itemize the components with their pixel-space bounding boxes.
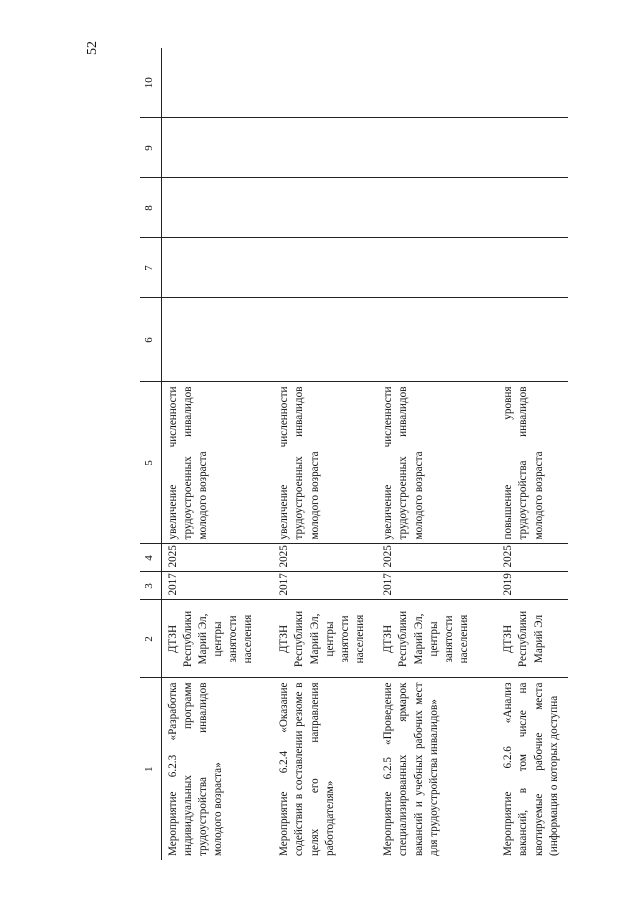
column-header: 10	[140, 48, 161, 118]
empty-cell	[161, 48, 273, 118]
empty-cell	[377, 178, 497, 238]
end-year-cell: 2025	[497, 544, 567, 572]
start-year-cell: 2017	[273, 572, 377, 600]
empty-cell	[377, 238, 497, 298]
header-row	[140, 48, 161, 860]
empty-cell	[273, 118, 377, 178]
empty-cell	[161, 238, 273, 298]
end-year-cell: 2025	[161, 544, 273, 572]
empty-cell	[497, 178, 567, 238]
table-row	[161, 48, 273, 860]
start-year-cell: 2017	[161, 572, 273, 600]
column-header: 1	[140, 678, 161, 860]
result-cell: увеличение численности трудоустроенных инвалидов молодого возраста	[273, 382, 377, 544]
empty-cell	[377, 298, 497, 382]
empty-cell	[273, 48, 377, 118]
table-row	[273, 48, 377, 860]
empty-cell	[161, 178, 273, 238]
column-header: 4	[140, 544, 161, 572]
rotated-table-container	[140, 48, 630, 860]
activity-cell: Мероприятие 6.2.4 «Оказание содействия в составлении резюме в целях его направления работодателям»	[278, 682, 336, 856]
empty-cell	[377, 118, 497, 178]
empty-cell	[273, 238, 377, 298]
result-cell: повышение уровня трудоустройства инвалидов молодого возраста	[497, 382, 567, 544]
column-header: 5	[140, 382, 161, 544]
empty-cell	[497, 118, 567, 178]
start-year-cell: 2019	[497, 572, 567, 600]
executor-cell: ДТЗН Республики Марий Эл, центры занятости населения	[161, 600, 273, 678]
empty-cell	[497, 238, 567, 298]
executor-cell: ДТЗН Республики Марий Эл, центры занятости населения	[273, 600, 377, 678]
result-cell: увеличение численности трудоустроенных инвалидов молодого возраста	[377, 382, 497, 544]
column-header: 3	[140, 572, 161, 600]
empty-cell	[161, 298, 273, 382]
end-year-cell: 2025	[273, 544, 377, 572]
column-header: 6	[140, 298, 161, 382]
column-header: 9	[140, 118, 161, 178]
activities-table	[140, 48, 568, 860]
executor-cell: ДТЗН Республики Марий Эл	[497, 600, 567, 678]
empty-cell	[377, 48, 497, 118]
activity-cell: Мероприятие 6.2.3 «Разработка индивидуальных программ трудоустройства инвалидов молодого возраста»	[166, 682, 225, 856]
table-row	[377, 48, 497, 860]
column-header: 7	[140, 238, 161, 298]
column-header: 2	[140, 600, 161, 678]
column-header: 8	[140, 178, 161, 238]
empty-cell	[497, 48, 567, 118]
empty-cell	[161, 118, 273, 178]
empty-cell	[273, 178, 377, 238]
page-number: 52	[85, 41, 100, 55]
activity-cell: Мероприятие 6.2.5 «Проведение специализированных ярмарок вакансий и учебных рабочих мест для трудоустройства инвалидов»	[382, 682, 440, 856]
executor-cell: ДТЗН Республики Марий Эл, центры занятости населения	[377, 600, 497, 678]
start-year-cell: 2017	[377, 572, 497, 600]
empty-cell	[497, 298, 567, 382]
table-row	[497, 48, 567, 860]
end-year-cell: 2025	[377, 544, 497, 572]
empty-cell	[273, 298, 377, 382]
result-cell: увеличение численности трудоустроенных инвалидов молодого возраста	[161, 382, 273, 544]
activity-cell: Мероприятие 6.2.6 «Анализ вакансий, в том числе на квотируемые рабочие места (информация о которых доступна	[502, 682, 560, 856]
